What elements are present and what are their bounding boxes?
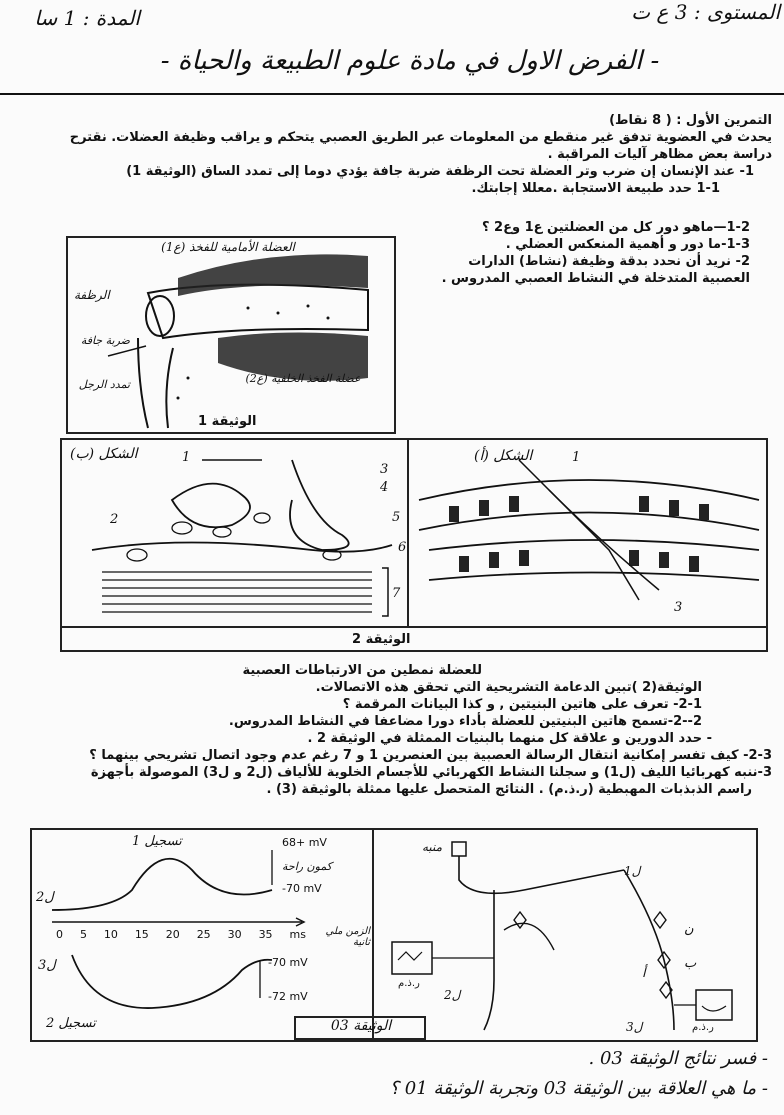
fiber-l2-right-label: ل2 (444, 988, 461, 1002)
label-strike: ضربة جافة (80, 334, 130, 347)
time-unit: ms (289, 928, 306, 941)
document-2 (60, 438, 768, 652)
neuron-b-label: ب (684, 956, 697, 971)
exercise-text-top (8, 112, 772, 197)
question-2-cont: العصبية المتدخلة في النشاط العصبي المدروس . (441, 271, 750, 286)
intro-line-2: دراسة بعض مظاهر آليات المراقبة . (547, 147, 772, 162)
exercise-text-right (400, 219, 772, 287)
document-3-caption: الوثيقة 03 (330, 1018, 392, 1034)
question-1-2: 1-2—ماهو دور كل من العضلتين ع1 وع2 ؟ (481, 220, 750, 235)
recording-2-fiber: ل3 (38, 958, 56, 973)
oscilloscope-2-label: ر.ذ.م (692, 1022, 714, 1033)
figure-b-title: الشكل (ب) (70, 446, 138, 462)
doc2-label-2: 2 (110, 512, 119, 527)
question-1: 1- عند الإنسان إن ضرب وتر العضلة تحت الرظفة ضربة جافة يؤدي دوما إلى تمدد الساق (الوثيقة 1) (126, 164, 754, 179)
recording-1-fiber: ل2 (36, 890, 54, 905)
resting-potential-label: كمون راحة (282, 860, 332, 873)
question-2-2: 2--2-تسمح هاتين البنيتين للعضلة بأداء دورا مضاعفا في النشاط المدروس. (228, 714, 702, 729)
question-2-3: 2-3- كيف تفسر إمكانية انتقال الرسالة العصبية بين العنصرين 1 و 7 رغم عدم وجود اتصال تشريحي بينهما ؟ (89, 748, 772, 763)
figure-a-diagram (409, 440, 766, 626)
recording-1-rest: -70 mV (282, 882, 322, 895)
header-duration: المدة : 1 سا (34, 6, 140, 30)
label-extend: تمدد الرجل (78, 378, 130, 391)
recording-1-peak: 68+ mV (282, 836, 327, 849)
question-2-1: 2-1- تعرف على هاتين البنيتين , و كذا البيانات المرقمة ؟ (342, 697, 702, 712)
question-2-2-b: - حدد الدورين و علاقة كل منهما بالبنيات الممثلة في الوثيقة 2 . (307, 731, 712, 746)
figure-b-diagram (62, 440, 407, 626)
document-2-caption: الوثيقة 2 (352, 632, 411, 647)
intro-line-1: يحدث في العضوية تدفق غير منقطع من المعلومات عبر الطريق العصبي يتحكم و يراقب وظيفة العضلات. نقترح (69, 130, 772, 145)
recording-1-label: تسجيل 1 (132, 834, 182, 849)
time-axis-label: الزمن ملي ثانية (325, 926, 370, 948)
question-5: - ما هي العلاقة بين الوثيقة 03 وتجربة الوثيقة 01 ؟ (389, 1078, 768, 1099)
page-title: - الفرض الاول في مادة علوم الطبيعة والحياة - (160, 46, 660, 76)
tick-10: 10 (103, 928, 118, 941)
figure-a-label-3: 3 (674, 600, 683, 615)
header-divider (0, 93, 784, 95)
neuron-n-label: ن (684, 922, 694, 937)
exercise-text-middle (8, 662, 772, 798)
doc2-note: للعضلة نمطين من الارتباطات العصبية (242, 663, 482, 678)
document-3 (30, 828, 758, 1042)
time-axis-ticks (56, 928, 306, 941)
label-front-muscle: العضلة الأمامية للفخذ (ع1) (161, 240, 295, 254)
recording-2-rest: -70 mV (268, 956, 308, 969)
tick-25: 25 (196, 928, 211, 941)
exercise-heading: التمرين الأول : ( 8 نقاط) (609, 113, 772, 128)
doc2-label-3: 3 (380, 462, 389, 477)
label-back-muscle: عضلة الفخذ الخلفية (ع2) (245, 372, 361, 385)
question-1-3: 1-3-ما دور و أهمية المنعكس العضلي . (505, 237, 750, 252)
tick-5: 5 (79, 928, 87, 941)
recording-2-label: تسجيل 2 (46, 1016, 96, 1031)
tick-30: 30 (227, 928, 242, 941)
tick-35: 35 (258, 928, 273, 941)
question-3-cont: راسم الذبذبات المهبطية (ر.ذ.م) . النتائج المتحصل عليها ممثلة بالوثيقة (3) . (266, 782, 752, 797)
tick-15: 15 (134, 928, 149, 941)
question-3: 3-ننبه كهربائيا الليف (ل1) و سجلنا النشاط الكهربائي للأجسام الخلوية للألياف (ل2 و ل3) الموصولة بأجهزة (90, 765, 772, 780)
fiber-l3-right-label: ل3 (626, 1020, 643, 1034)
oscilloscope-1-label: ر.ذ.م (398, 978, 420, 989)
question-2: 2- نريد أن نحدد بدقة وظيفة (نشاط) الدارات (468, 254, 750, 269)
header-level: المستوى : 3 ع ت (631, 0, 780, 24)
doc2-label-5: 5 (392, 510, 401, 525)
doc2-label-4: 4 (380, 480, 389, 495)
stimulus-label: منبه (422, 840, 443, 854)
doc2-label-7: 7 (392, 586, 401, 601)
tick-20: 20 (165, 928, 180, 941)
doc2-label-1: 1 (182, 450, 191, 465)
question-1-1: 1-1 حدد طبيعة الاستجابة .معللا إجابتك. (471, 181, 720, 196)
label-patella: الرظفة (74, 288, 110, 302)
question-4: - فسر نتائج الوثيقة 03 . (588, 1048, 768, 1069)
neural-circuit-diagram (374, 830, 756, 1040)
caption-divider (62, 626, 766, 628)
recording-2-min: -72 mV (268, 990, 308, 1003)
doc2-intro: الوثيقة(2 )تبين الدعامة التشريحية التي تحقق هذه الاتصالات. (315, 680, 702, 695)
figure-a-title: الشكل (أ) (474, 448, 533, 464)
fiber-l1-label: ل1 (624, 864, 641, 878)
tick-0: 0 (56, 928, 63, 941)
document-1 (66, 236, 396, 434)
neuron-a-label: أ (642, 966, 646, 981)
doc2-label-6: 6 (398, 540, 407, 555)
figure-a-label-1: 1 (572, 450, 581, 465)
document-1-caption: الوثيقة 1 (198, 414, 257, 429)
